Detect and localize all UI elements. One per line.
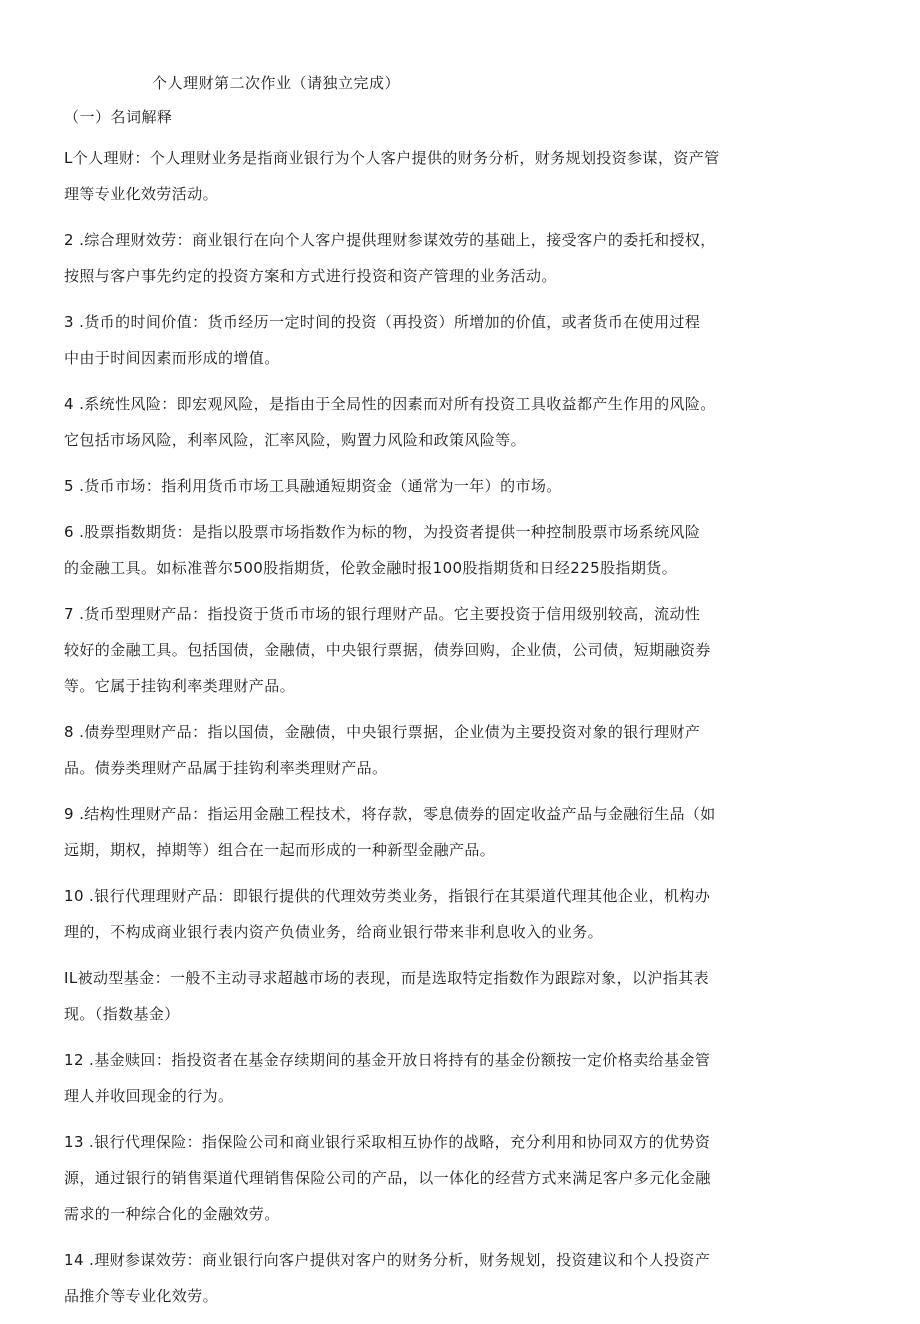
definition-entry	[64, 1242, 724, 1314]
definition-line: 的金融工具。如标准普尔500股指期货，伦敦金融时报100股指期货和日经225股指期货。	[64, 559, 678, 577]
definition-line: 14 .理财参谋效劳：商业银行向客户提供对客户的财务分析，财务规划，投资建议和个人投资产	[64, 1251, 711, 1269]
definition-entry	[64, 140, 724, 212]
definition-line: 8 .债券型理财产品：指以国债，金融债，中央银行票据，企业债为主要投资对象的银行理财产	[64, 723, 701, 741]
definition-entry	[64, 222, 724, 294]
definition-line: 它包括市场风险，利率风险，汇率风险，购置力风险和政策风险等。	[64, 431, 527, 449]
section-heading: （一）名词解释	[64, 108, 173, 126]
definition-entry	[64, 1042, 724, 1114]
definition-line: 品推介等专业化效劳。	[64, 1287, 219, 1305]
definition-entry	[64, 878, 724, 950]
definition-line: 2 .综合理财效劳：商业银行在向个人客户提供理财参谋效劳的基础上，接受客户的委托和授权，	[64, 231, 716, 249]
definition-entry	[64, 304, 724, 376]
definition-line: 10 .银行代理理财产品：即银行提供的代理效劳类业务，指银行在其渠道代理其他企业，机构办	[64, 887, 711, 905]
definition-line: 理的，不构成商业银行表内资产负债业务，给商业银行带来非利息收入的业务。	[64, 923, 604, 941]
definition-line: 中由于时间因素而形成的增值。	[64, 349, 280, 367]
definition-entry	[64, 468, 724, 504]
definition-entry	[64, 1124, 724, 1232]
definition-line: 等。它属于挂钩利率类理财产品。	[64, 677, 296, 695]
definition-line: 按照与客户事先约定的投资方案和方式进行投资和资产管理的业务活动。	[64, 267, 557, 285]
definition-line: 远期，期权，掉期等）组合在一起而形成的一种新型金融产品。	[64, 841, 496, 859]
definition-entry	[64, 386, 724, 458]
definition-line: 4 .系统性风险：即宏观风险，是指由于全局性的因素而对所有投资工具收益都产生作用的风险。	[64, 395, 716, 413]
definition-line: 6 .股票指数期货：是指以股票市场指数作为标的物，为投资者提供一种控制股票市场系统风险	[64, 523, 701, 541]
definition-line: 9 .结构性理财产品：指运用金融工程技术，将存款，零息债券的固定收益产品与金融衍生品（如	[64, 805, 716, 823]
definition-line: 需求的一种综合化的金融效劳。	[64, 1205, 280, 1223]
definition-entry	[64, 596, 724, 704]
definition-line: 12 .基金赎回：指投资者在基金存续期间的基金开放日将持有的基金份额按一定价格卖给基金管	[64, 1051, 711, 1069]
definition-line: 3 .货币的时间价值：货币经历一定时间的投资（再投资）所增加的价值，或者货币在使用过程	[64, 313, 701, 331]
definition-entry	[64, 796, 724, 868]
definition-list	[64, 140, 724, 1324]
definition-line: 5 .货币市场：指利用货币市场工具融通短期资金（通常为一年）的市场。	[64, 477, 562, 495]
definition-line: 理等专业化效劳活动。	[64, 185, 219, 203]
document-title: 个人理财第二次作业（请独立完成）	[152, 74, 401, 92]
definition-line: 较好的金融工具。包括国债，金融债，中央银行票据，债券回购，企业债，公司债，短期融资券	[64, 641, 711, 659]
definition-entry	[64, 714, 724, 786]
definition-line: 现。（指数基金）	[64, 1005, 180, 1023]
definition-entry	[64, 960, 724, 1032]
definition-entry	[64, 514, 724, 586]
definition-line: 源，通过银行的销售渠道代理销售保险公司的产品，以一体化的经营方式来满足客户多元化金融	[64, 1169, 711, 1187]
definition-line: 品。债券类理财产品属于挂钩利率类理财产品。	[64, 759, 388, 777]
definition-line: 7 .货币型理财产品：指投资于货币市场的银行理财产品。它主要投资于信用级别较高，流动性	[64, 605, 701, 623]
definition-line: L个人理财：个人理财业务是指商业银行为个人客户提供的财务分析，财务规划投资参谋，资产管	[64, 149, 720, 167]
definition-line: 13 .银行代理保险：指保险公司和商业银行采取相互协作的战略，充分利用和协同双方的优势资	[64, 1133, 711, 1151]
definition-line: IL被动型基金：一般不主动寻求超越市场的表现，而是选取特定指数作为跟踪对象，以沪指其表	[64, 969, 709, 987]
definition-line: 理人并收回现金的行为。	[64, 1087, 234, 1105]
